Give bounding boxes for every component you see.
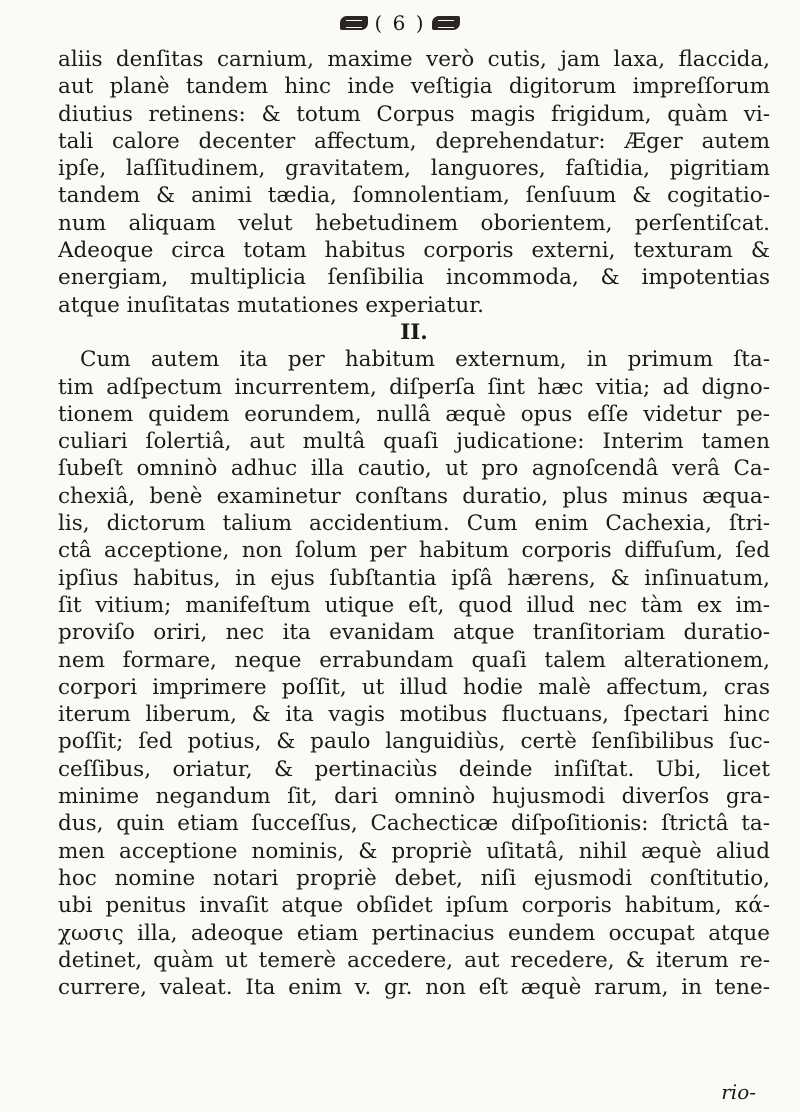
text-line: tionem quidem eorundem, nullâ æquè opus eſſe videtur pe- — [58, 401, 770, 427]
text-line: corpori imprimere poſſit, ut illud hodie malè affectum, cras — [58, 674, 770, 700]
text-line: aut planè tandem hinc inde veſtigia digitorum impreſſorum — [58, 74, 770, 100]
text-line: atque inuſitatas mutationes experiatur. — [58, 292, 484, 318]
text-line: proviſo oriri, nec ita evanidam atque tranſitoriam duratio- — [58, 620, 770, 646]
text-line: ctâ acceptione, non ſolum per habitum corporis diffuſum, ſed — [58, 538, 770, 564]
text-line: men acceptione nominis, & propriè uſitatâ, nihil æquè aliud — [58, 838, 770, 864]
text-line: Adeoque circa totam habitus corporis externi, texturam & — [58, 238, 770, 264]
text-line: iterum liberum, & ita vagis motibus fluctuans, ſpectari hinc — [58, 702, 770, 728]
text-line: currere, valeat. Ita enim v. gr. non eſt æquè rarum, in tene- — [58, 975, 770, 1001]
right-ornament-icon — [432, 16, 460, 30]
text-line: lis, dictorum talium accidentium. Cum enim Cachexia, ſtri- — [58, 511, 770, 537]
text-line: culiari ſolertiâ, aut multâ quaſi judicatione: Interim tamen — [58, 429, 770, 455]
catchword: rio- — [721, 1080, 756, 1104]
text-line: ſit vitium; manifeſtum utique eſt, quod illud nec tàm ex im- — [58, 592, 770, 618]
text-line: ceſſibus, oriatur, & pertinaciùs deinde inſiſtat. Ubi, licet — [58, 756, 770, 782]
left-ornament-icon — [340, 16, 368, 30]
text-line: ubi penitus invaſit atque obſidet ipſum corporis habitum, κά- — [58, 893, 770, 919]
text-line: ipſe, laſſitudinem, gravitatem, languores, faſtidia, pigritiam — [58, 156, 770, 182]
text-line: tandem & animi tædia, ſomnolentiam, ſenſuum & cogitatio- — [58, 183, 770, 209]
text-line: hoc nomine notari propriè debet, niſi ejusmodi conſtitutio, — [58, 865, 770, 891]
text-line: minime negandum ſit, dari omninò hujusmodi diverſos gra- — [58, 784, 770, 810]
page-number: ( 6 ) — [374, 11, 426, 35]
text-line: dus, quin etiam ſucceſſus, Cachecticæ diſpoſitionis: ſtrictâ ta- — [58, 811, 770, 837]
page-header — [0, 8, 800, 38]
text-line: χωσις illa, adeoque etiam pertinacius eundem occupat atque — [58, 920, 770, 946]
text-line: num aliquam velut hebetudinem oborientem, perſentiſcat. — [58, 210, 770, 236]
text-line: detinet, quàm ut temerè accedere, aut recedere, & iterum re- — [58, 947, 770, 973]
text-line: chexiâ, benè examinetur conſtans duratio, plus minus æqua- — [58, 483, 770, 509]
text-line: tim adſpectum incurrentem, diſperſa ſint hæc vitia; ad digno- — [58, 374, 770, 400]
text-line: tali calore decenter affectum, deprehendatur: Æger autem — [58, 128, 770, 154]
section-number: II. — [400, 319, 428, 345]
body-text — [58, 46, 770, 1001]
text-line: aliis denſitas carnium, maxime verò cutis, jam laxa, flaccida, — [58, 47, 770, 72]
text-line: energiam, multiplicia ſenſibilia incommoda, & impotentias — [58, 265, 770, 291]
text-line: poſſit; ſed potius, & paulo languidiùs, certè ſenſibilibus ſuc- — [58, 729, 770, 755]
text-line: Cum autem ita per habitum externum, in primum ſta- — [80, 347, 770, 373]
text-line: diutius retinens: & totum Corpus magis frigidum, quàm vi- — [58, 101, 770, 127]
text-line: nem formare, neque errabundam quaſi talem alterationem, — [58, 647, 770, 673]
text-line: ipſius habitus, in ejus ſubſtantia ipſâ hærens, & inſinuatum, — [58, 565, 770, 591]
text-line: ſubeſt omninò adhuc illa cautio, ut pro agnoſcendâ verâ Ca- — [58, 456, 770, 482]
